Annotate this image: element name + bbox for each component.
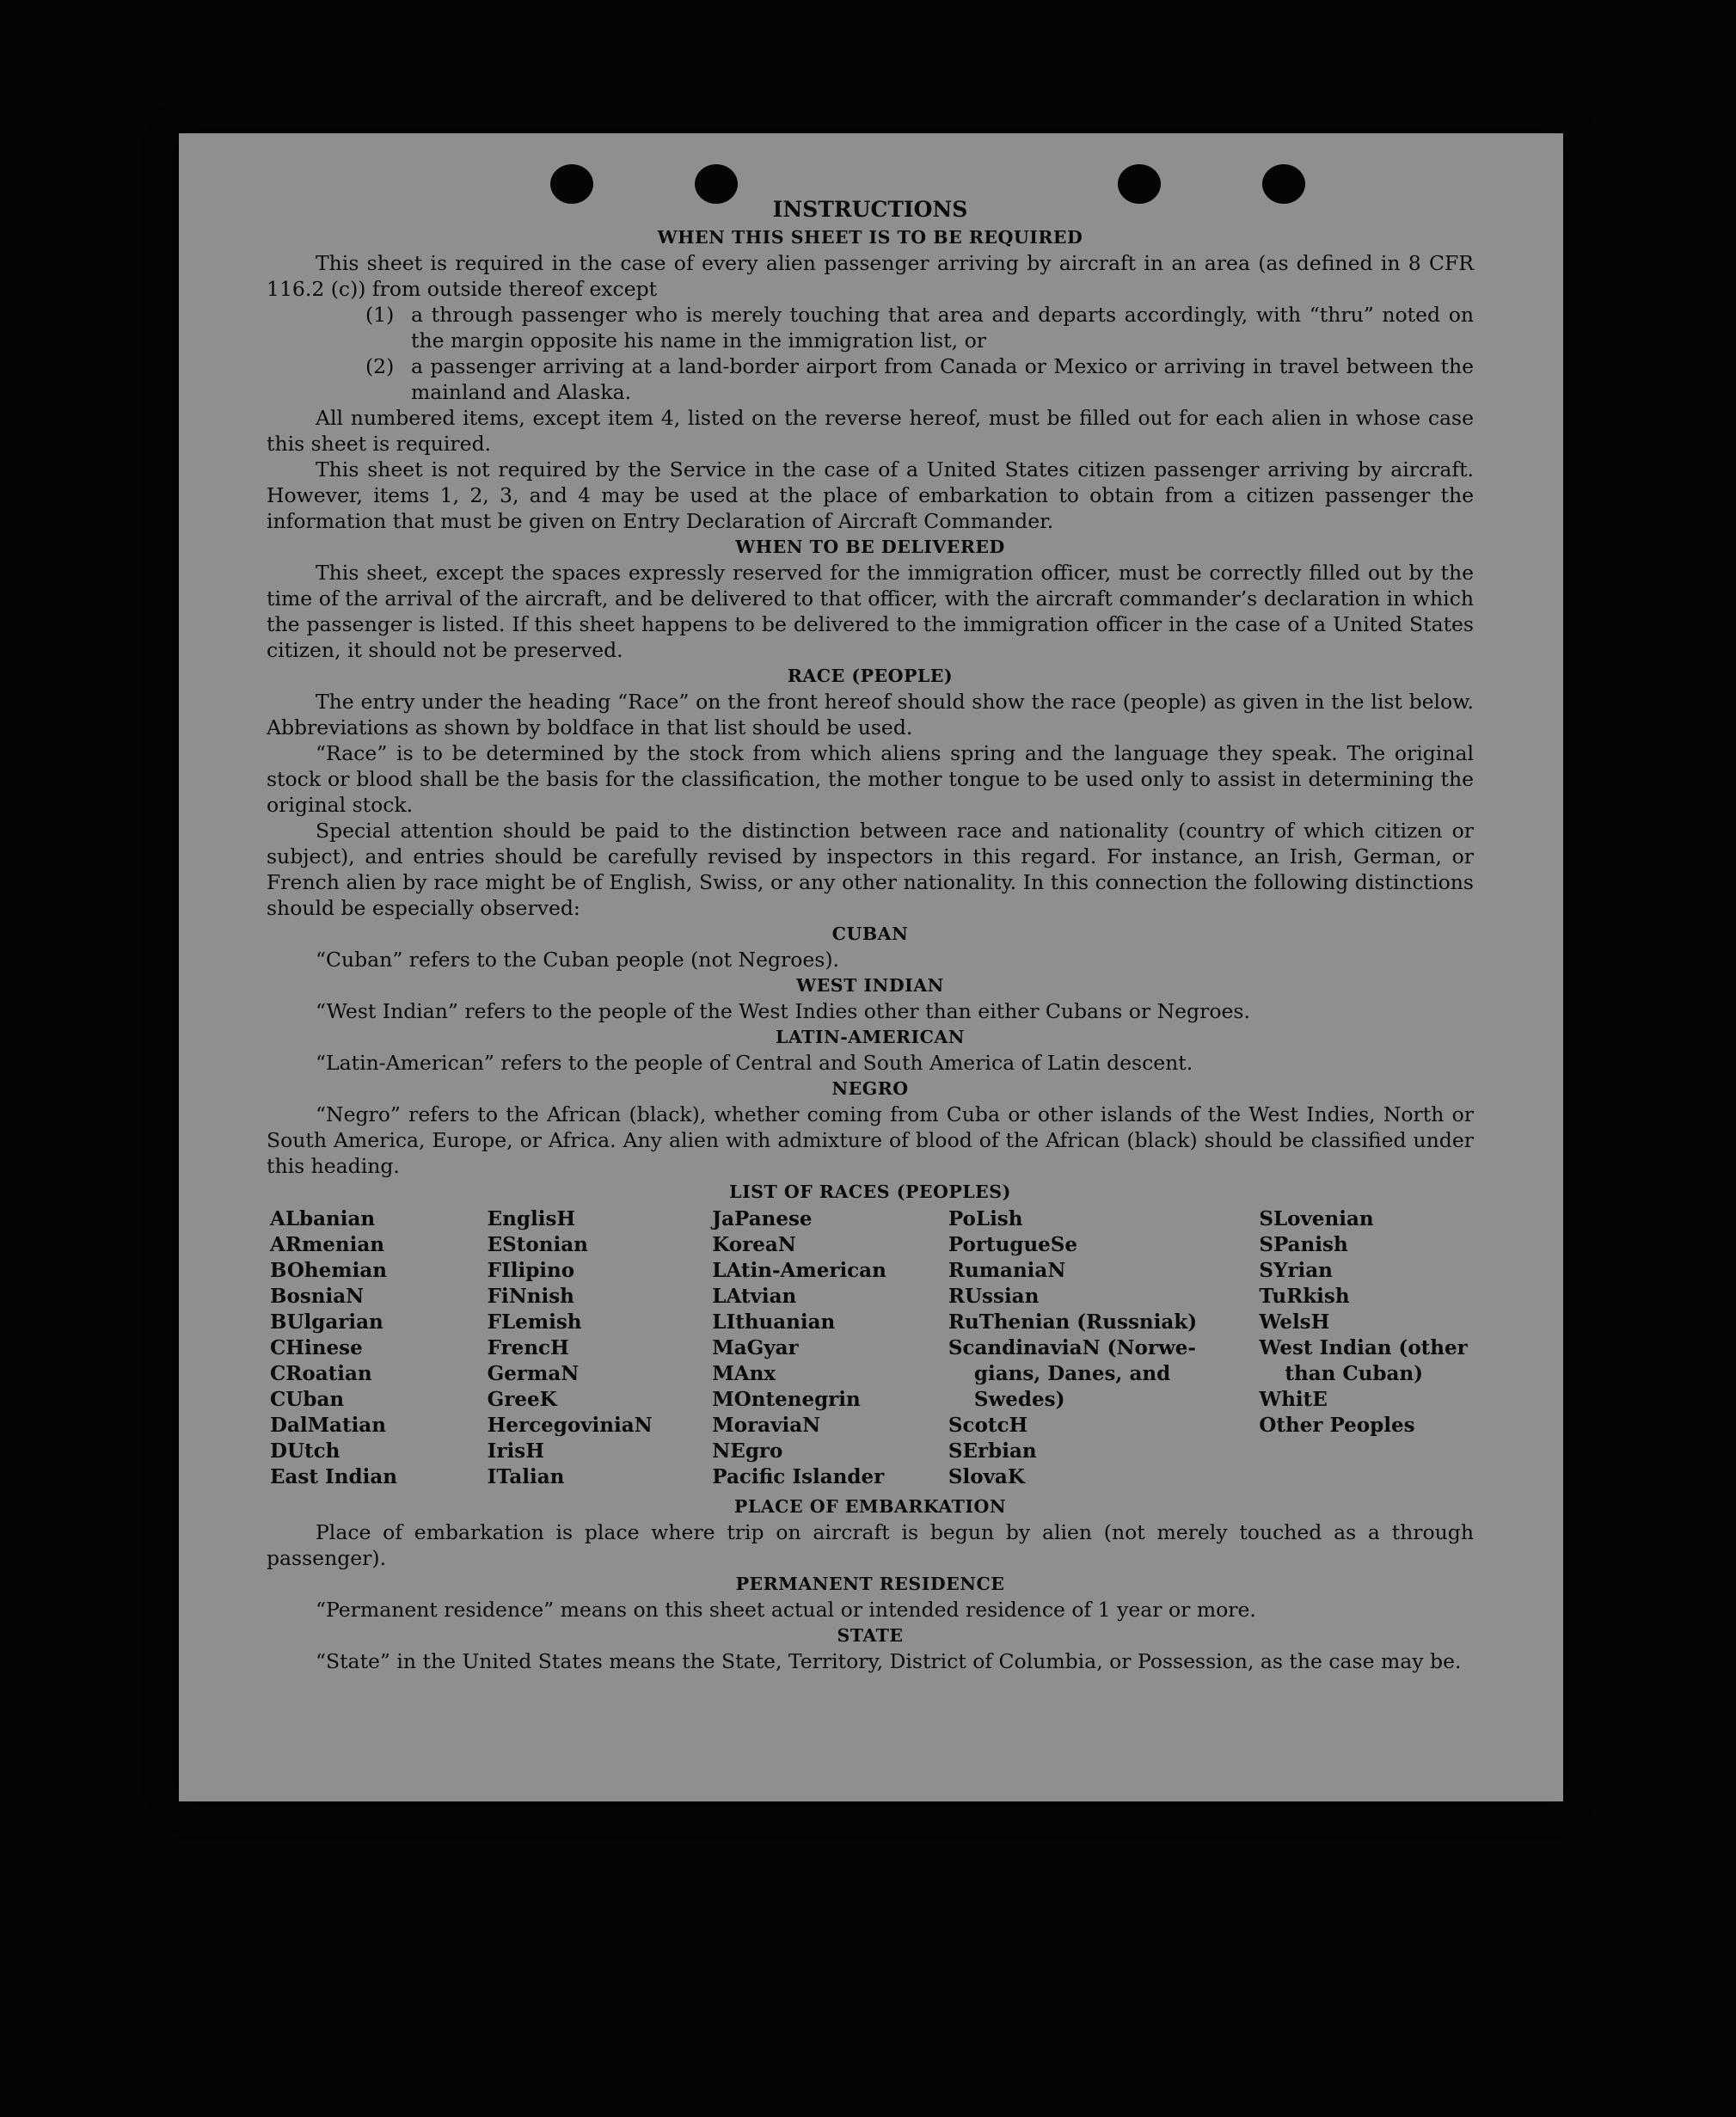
race-entry: CUban (270, 1388, 345, 1411)
race-paragraph-1: The entry under the heading “Race” on the front hereof should show the race (people) as given in the list below. Abbreviations as shown by boldface in that list should be used. (267, 690, 1474, 739)
race-entry: CRoatian (270, 1362, 372, 1385)
race-entry: East Indian (270, 1465, 397, 1488)
race-entry: MAnx (712, 1362, 776, 1385)
race-entry: FiNnish (487, 1285, 574, 1308)
races-column-2 (488, 1206, 713, 1490)
race-paragraph-3: Special attention should be paid to the distinction between race and nationality (country of which citizen or subject), and entries should be carefully revised by inspectors in this regard. For instance, an Irish, German, or French alien by race might be of English, Swiss, or any other nationality. In this connection the following distinctions should be especially observed: (267, 819, 1474, 920)
section-heading-residence: PERMANENT RESIDENCE (735, 1574, 1005, 1594)
exception-number: (2) (365, 354, 395, 378)
numbered-items-paragraph: All numbered items, except item 4, listed on the reverse hereof, must be filled out for each alien in whose case this sheet is required. (267, 406, 1474, 456)
race-entry: LAtvian (712, 1285, 797, 1308)
races-column-5 (1259, 1206, 1474, 1490)
section-heading-delivered: WHEN TO BE DELIVERED (735, 537, 1005, 557)
race-entry: LIthuanian (712, 1310, 836, 1334)
race-entry: BUlgarian (270, 1310, 383, 1334)
race-entry: DalMatian (270, 1414, 386, 1437)
race-entry: EStonian (487, 1233, 588, 1256)
race-entry: KoreaN (712, 1233, 796, 1256)
latin-american-paragraph: “Latin-American” refers to the people of Central and South America of Latin descent. (316, 1051, 1193, 1075)
west-indian-paragraph: “West Indian” refers to the people of the West Indies other than either Cubans or Negroes. (316, 999, 1250, 1023)
race-entry: SlovaK (948, 1465, 1025, 1488)
race-entry: RumaniaN (948, 1259, 1066, 1282)
races-table (270, 1206, 1474, 1490)
exception-item-2 (365, 353, 1474, 405)
section-heading-race: RACE (PEOPLE) (787, 666, 954, 686)
race-entry: EnglisH (487, 1207, 576, 1230)
race-entry: ScotcH (948, 1414, 1028, 1437)
exception-number: (1) (365, 303, 395, 327)
section-heading-state: STATE (837, 1625, 904, 1646)
race-entry: FIlipino (487, 1259, 575, 1282)
section-heading-latin-american: LATIN-AMERICAN (775, 1027, 966, 1047)
embarkation-paragraph: Place of embarkation is place where trip on aircraft is begun by alien (not merely touched as a through passenger). (267, 1520, 1474, 1570)
race-entry: BOhemian (270, 1259, 387, 1282)
race-entry: TuRkish (1259, 1285, 1350, 1308)
races-column-3 (712, 1206, 948, 1490)
required-intro: This sheet is required in the case of every alien passenger arriving by aircraft in an area (as defined in 8 CFR 116.2 (c)) from outside thereof except (267, 251, 1474, 301)
cuban-paragraph: “Cuban” refers to the Cuban people (not Negroes). (316, 948, 840, 972)
race-entry: FLemish (487, 1310, 582, 1334)
race-entry: JaPanese (712, 1207, 813, 1230)
race-entry: PoLish (948, 1207, 1023, 1230)
race-entry: Other Peoples (1259, 1414, 1415, 1437)
race-entry: SPanish (1259, 1233, 1348, 1256)
race-entry: GreeK (487, 1388, 557, 1411)
exception-text: a passenger arriving at a land-border airport from Canada or Mexico or arriving in travel between the mainland and Alaska. (411, 354, 1474, 404)
citizen-paragraph: This sheet is not required by the Service in the case of a United States citizen passenger arriving by aircraft. However, items 1, 2, 3, and 4 may be used at the place of embarkation to obtain from a citizen passenger the information that must be given on Entry Declaration of Aircraft Commander. (267, 457, 1474, 533)
negro-paragraph: “Negro” refers to the African (black), whether coming from Cuba or other islands of the West Indies, North or South America, Europe, or Africa. Any alien with admixture of blood of the African (black) should be classified under this heading. (267, 1102, 1474, 1178)
race-entry: BosniaN (270, 1285, 365, 1308)
race-entry: GermaN (487, 1362, 580, 1385)
race-entry: WhitE (1259, 1388, 1328, 1411)
section-heading-required: WHEN THIS SHEET IS TO BE REQUIRED (657, 227, 1083, 248)
race-entry: Swedes) (973, 1388, 1065, 1411)
race-entry: West Indian (other (1259, 1336, 1468, 1359)
race-entry: ALbanian (270, 1207, 376, 1230)
section-heading-cuban: CUBAN (831, 924, 909, 944)
race-entry: DUtch (270, 1439, 340, 1463)
residence-paragraph: “Permanent residence” means on this sheet actual or intended residence of 1 year or more. (316, 1598, 1256, 1622)
race-entry: than Cuban) (1285, 1362, 1423, 1385)
race-entry: gians, Danes, and (973, 1362, 1171, 1385)
race-entry: LAtin-American (712, 1259, 886, 1282)
race-entry: SLovenian (1259, 1207, 1374, 1230)
exception-item-1 (365, 302, 1474, 353)
page-title: INSTRUCTIONS (772, 197, 968, 222)
race-entry: MoraviaN (712, 1414, 821, 1437)
race-entry: IrisH (487, 1439, 544, 1463)
delivered-paragraph: This sheet, except the spaces expressly reserved for the immigration officer, must be correctly filled out by the time of the arrival of the aircraft, and be delivered to that officer, with the aircraft commander’s declaration in which the passenger is listed. If this sheet happens to be delivered to the immigration officer in the case of a United States citizen, it should not be preserved. (267, 561, 1474, 662)
section-heading-negro: NEGRO (831, 1078, 909, 1099)
race-entry: HercegoviniaN (487, 1414, 653, 1437)
race-entry: CHinese (270, 1336, 363, 1359)
section-heading-embarkation: PLACE OF EMBARKATION (733, 1496, 1007, 1517)
race-entry: SYrian (1259, 1259, 1333, 1282)
race-entry: MOntenegrin (712, 1388, 861, 1411)
race-entry: ScandinaviaN (Norwe- (948, 1336, 1196, 1359)
exception-text: a through passenger who is merely touching that area and departs accordingly, with “thru” noted on the margin opposite his name in the immigration list, or (411, 303, 1474, 353)
instructions-content (267, 195, 1474, 1674)
races-column-1 (270, 1206, 488, 1490)
race-paragraph-2: “Race” is to be determined by the stock from which aliens spring and the language they speak. The original stock or blood shall be the basis for the classification, the mother tongue to be used only to assist in determining the original stock. (267, 741, 1474, 817)
race-entry: NEgro (712, 1439, 783, 1463)
section-heading-races-list: LIST OF RACES (PEOPLES) (729, 1181, 1011, 1202)
section-heading-west-indian: WEST INDIAN (796, 975, 944, 996)
races-column-4 (948, 1206, 1259, 1490)
race-entry: WelsH (1259, 1310, 1330, 1334)
race-entry: SErbian (948, 1439, 1037, 1463)
race-entry: RUssian (948, 1285, 1040, 1308)
race-entry: PortugueSe (948, 1233, 1078, 1256)
race-entry: FrencH (487, 1336, 569, 1359)
race-entry: RuThenian (Russniak) (948, 1310, 1198, 1334)
race-entry: ITalian (487, 1465, 565, 1488)
state-paragraph: “State” in the United States means the State, Territory, District of Columbia, or Possession, as the case may be. (316, 1649, 1462, 1673)
race-entry: Pacific Islander (712, 1465, 885, 1488)
race-entry: ARmenian (270, 1233, 385, 1256)
race-entry: MaGyar (712, 1336, 799, 1359)
document-sheet (179, 133, 1563, 1801)
